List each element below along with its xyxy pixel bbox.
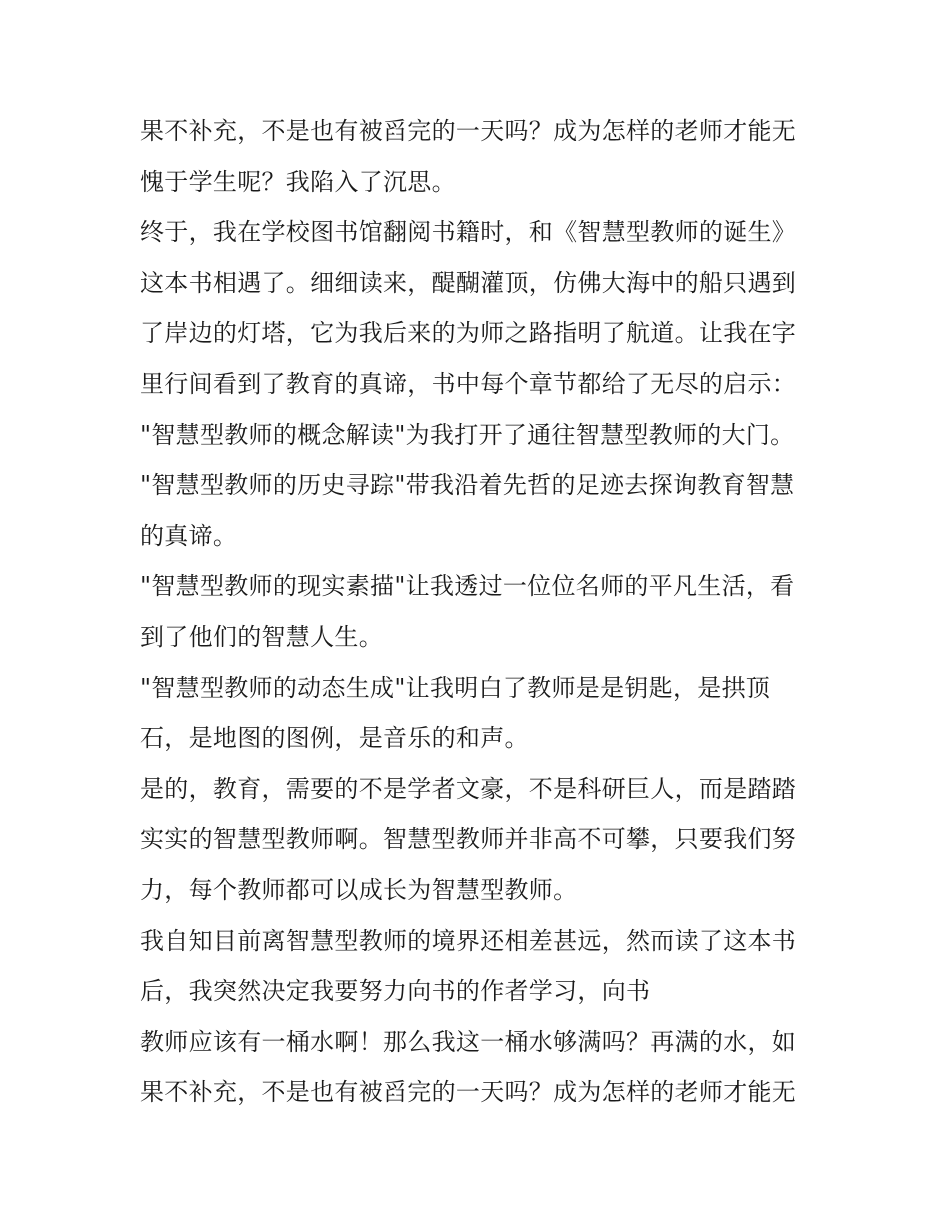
text-line: 我自知目前离智慧型教师的境界还相差甚远，然而读了这本书 (140, 926, 797, 955)
document-body (140, 106, 830, 1118)
text-line: 里行间看到了教育的真谛，书中每个章节都给了无尽的启示： (140, 369, 797, 398)
text-line: 实实的智慧型教师啊。智慧型教师并非高不可攀，只要我们努 (140, 825, 797, 854)
text-line: 果不补充，不是也有被舀完的一天吗？成为怎样的老师才能无 (140, 117, 797, 145)
text-line: 了岸边的灯塔，它为我后来的为师之路指明了航道。让我在字 (140, 319, 797, 348)
text-line: 果不补充，不是也有被舀完的一天吗？成为怎样的老师才能无 (140, 1078, 797, 1107)
text-line: "智慧型教师的现实素描"让我透过一位位名师的平凡生活，看 (140, 572, 795, 601)
text-line: "智慧型教师的历史寻踪"带我沿着先哲的足迹去探询教育智慧 (140, 471, 795, 500)
text-line: 石，是地图的图例，是音乐的和声。 (140, 724, 529, 753)
text-line: 是的，教育，需要的不是学者文豪，不是科研巨人，而是踏踏 (140, 774, 797, 803)
text-line: 到了他们的智慧人生。 (140, 622, 383, 651)
text-line: 力，每个教师都可以成长为智慧型教师。 (140, 875, 578, 904)
text-line: 终于，我在学校图书馆翻阅书籍时，和《智慧型教师的诞生》 (140, 218, 797, 247)
text-line: 愧于学生呢？我陷入了沉思。 (140, 167, 456, 196)
text-line: 教师应该有一桶水啊！那么我这一桶水够满吗？再满的水，如 (140, 1027, 797, 1056)
text-line: 后，我突然决定我要努力向书的作者学习，向书 (140, 977, 651, 1006)
text-line: 的真谛。 (140, 521, 238, 550)
text-line: "智慧型教师的动态生成"让我明白了教师是是钥匙，是拱顶 (140, 673, 771, 702)
text-line: "智慧型教师的概念解读"为我打开了通往智慧型教师的大门。 (140, 420, 795, 449)
text-line: 这本书相遇了。细细读来，醍醐灌顶，仿佛大海中的船只遇到 (140, 268, 797, 297)
